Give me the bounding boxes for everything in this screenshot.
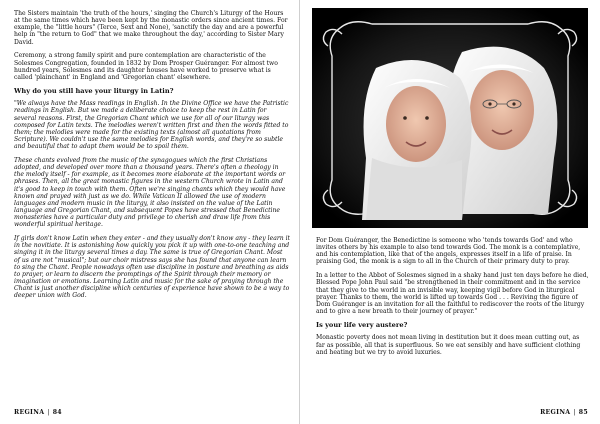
poverty-paragraph: Monastic poverty does not mean living in destitution but it does mean cutting out, as far as possible, all that is superfluous. So we eat sensibly and have sufficient clothing and heating but we try to avoid luxuries. — [316, 334, 581, 356]
answer-paragraph-1: "We always have the Mass readings in English. In the Divine Office we have the Patristic readings in English. But we made a deliberate choice to keep the rest in Latin for several reasons. First, the Gregorian Chant which we use for all of our liturgy was composed for Latin texts. The melodies weren't written first and then the words fitted to them; the melodies were made for the existing texts (almost all quotations from Scripture). We couldn't use the same melodies for English words, and they're so subtle and beautiful that to adapt them would be to spoil them. — [14, 100, 289, 151]
question-heading-latin: Why do you still have your liturgy in Latin? — [14, 86, 174, 95]
footer-page-number: 84 — [52, 409, 62, 416]
right-column-text — [316, 237, 590, 362]
answer-paragraph-3: If girls don't know Latin when they enter - and they usually don't know any - they learn it in the novitiate. It is astonishing how quickly you pick it up with one-to-one teaching and singing it in the liturgy several times a day. The same is true of Gregorian Chant. Most of us are not "musical"; but our choir mistress says she has found that anyone can learn to sing the Chant. People nowadays often use discipline in posture and breathing as aids to prayer, or learn to discern the promptings of the Spirit through their memory or imagination or emotions. Learning Latin and music for the sake of praying through the Chant is just another discipline which centuries of experience have shown to be a way to deeper union with God. — [14, 235, 290, 300]
nuns-photo — [312, 8, 588, 228]
history-paragraph: Ceremony, a strong family spirit and pure contemplation are characteristic of the Solesmes Congregation, founded in 1832 by Dom Prosper Guéranger. For almost two hundred years, Solesmes and its daughter houses have worked to preserve what is called 'plainchant' in England and 'Gregorian chant' elsewhere. — [14, 52, 278, 81]
pope-letter-paragraph: In a letter to the Abbot of Solesmes signed in a shaky hand just ten days before he died, Blessed Pope John Paul said "be strengthened in their commitment and in the service that they give to the world in an invisible way, keeping vigil before God in liturgical prayer. Thanks to them, the world is lifted up towards God . . . Reviving the figure of Dom Guéranger is an invitation for all the faithful to rediscover the roots of the liturgy and to give a new breath to their journey of prayer." — [316, 272, 589, 315]
footer-magazine-name: REGINA — [540, 409, 571, 416]
question-heading-austere: Is your life very austere? — [316, 320, 408, 329]
intro-paragraph: The Sisters maintain 'the truth of the hours,' singing the Church's Liturgy of the Hours at the same times which have been kept by the monastic orders since ancient times. For example, the "little hours" (Terce, Sext and None), 'sanctify the day and are a powerful help in "the return to God" that we make throughout the day,' according to Sister Mary David. — [14, 10, 288, 46]
footer-magazine-name: REGINA — [14, 409, 45, 416]
left-footer — [14, 409, 62, 416]
right-page — [300, 0, 600, 424]
footer-separator: | — [47, 409, 50, 416]
answer-paragraph-2: These chants evolved from the music of the synagogues which the first Christians adopted, and developed over more than a thousand years. There's often a theology in the melody itself - for example, as it becomes more elaborate at the important words or phrases. Then, all the great monastic figures in the western Church wrote in Latin and it's good to keep in touch with them. Often we're singing chants which they would have known and prayed with just as we do. While Vatican II allowed the use of modern languages and modern music in the liturgy, it also insisted on the value of the Latin language and Gregorian Chant, and subsequent Popes have stressed that Benedictine monasteries have a particular duty and privilege to cherish and draw life from this wonderful spiritual heritage. — [14, 156, 286, 229]
gueranger-paragraph: For Dom Guéranger, the Benedictine is someone who 'tends towards God' and who invites others by his example to also tend towards God. The monk is a contemplative, and his contemplation, like that of the angels, expresses itself in a life of praise. In praising God, the monk is a sign to all in the Church of their primary duty to pray. — [316, 237, 581, 266]
right-footer — [540, 409, 588, 416]
photo-two-nuns-icon — [312, 8, 588, 228]
left-column-text — [14, 10, 290, 306]
footer-separator: | — [573, 409, 576, 416]
footer-page-number: 85 — [578, 409, 588, 416]
